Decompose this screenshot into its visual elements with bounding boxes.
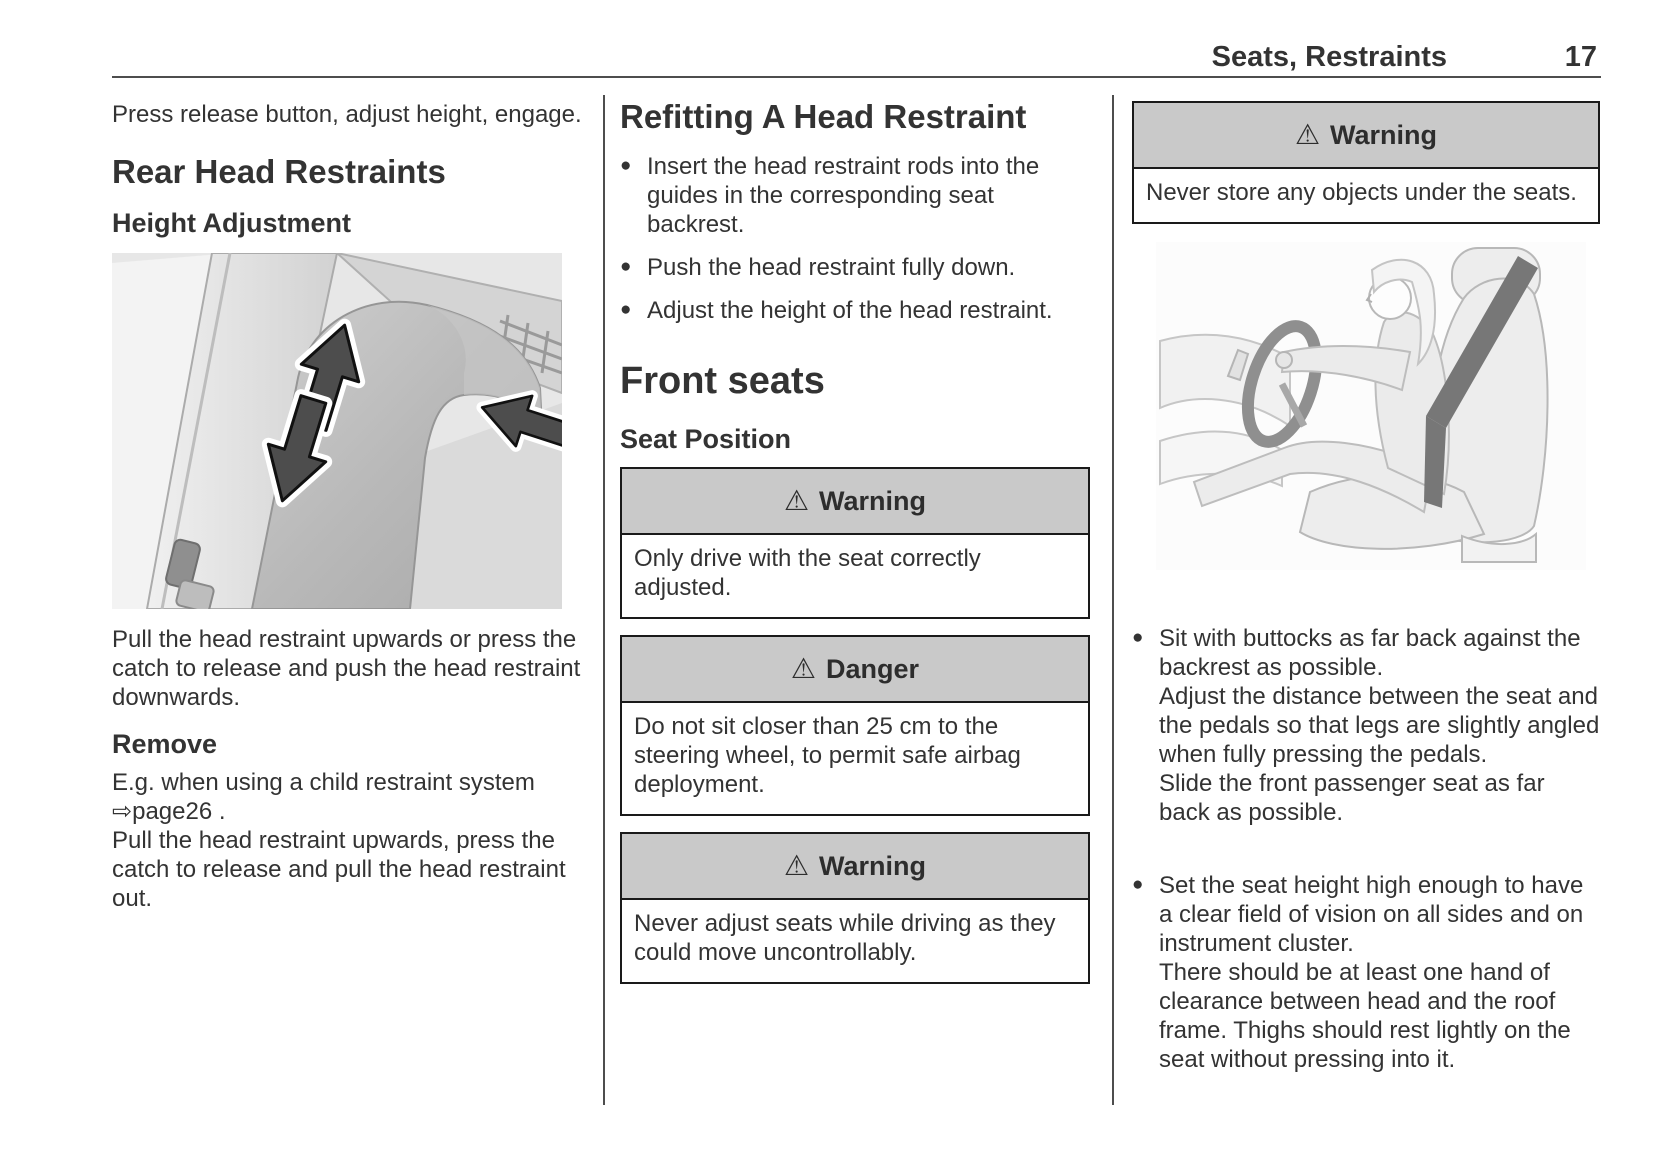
danger-box-body: Do not sit closer than 25 cm to the steering wheel, to permit safe airbag deployment. [634, 713, 1021, 798]
warning-box-body: Never adjust seats while driving as they could move uncontrollably. [634, 910, 1056, 966]
heading-rear-head-restraints: Rear Head Restraints [112, 153, 446, 190]
column-divider-2 [1112, 95, 1114, 1105]
list-item [1132, 871, 1600, 1074]
danger-box-header [622, 637, 1088, 703]
bullet-paragraph: ● Set the seat height high enough to have a clear field of vision on all sides and on instrument cluster. [1159, 872, 1584, 957]
intro-paragraph: Press release button, adjust height, engage. [112, 101, 582, 128]
rear-head-restraint-svg [112, 253, 562, 609]
rear-head-restraint-illustration [112, 253, 582, 609]
seat-position-bullet-list [1132, 624, 1600, 1074]
driver-seating-position-illustration [1132, 236, 1600, 576]
driver-hand [1276, 352, 1292, 368]
warning-box-store-objects [1132, 101, 1600, 224]
warning-triangle-icon: ⚠ [790, 653, 817, 684]
page-number: 17 [1564, 41, 1597, 73]
warning-box-title: Warning [819, 486, 927, 516]
adjustment-paragraph: Pull the head restraint upwards or press the catch to release and push the head restraint downwards. [112, 626, 581, 711]
heading-refitting-head-restraint: Refitting A Head Restraint [620, 98, 1027, 135]
bullet-paragraph: Adjust the distance between the seat and the pedals so that legs are slightly angled when fully pressing the pedals. [1159, 683, 1600, 768]
warning-triangle-icon: ⚠ [783, 850, 810, 881]
heading-height-adjustment: Height Adjustment [112, 208, 351, 238]
bullet-paragraph: Slide the front passenger seat as far back as possible. [1159, 770, 1545, 826]
remove-line-1: E.g. when using a child restraint system [112, 769, 535, 796]
warning-box-body: Only drive with the seat correctly adjusted. [634, 545, 981, 601]
warning-box-body: Never store any objects under the seats. [1146, 179, 1577, 206]
danger-box-steering-wheel [620, 635, 1090, 816]
remove-line-2: Pull the head restraint upwards, press the catch to release and pull the head restraint out. [112, 827, 566, 912]
driver-seating-svg [1132, 236, 1600, 576]
column-3 [1132, 92, 1600, 1118]
warning-box-adjust-while-driving [620, 832, 1090, 984]
warning-box-header [622, 469, 1088, 535]
page-reference: ⇨page26 . [112, 798, 226, 825]
warning-triangle-icon: ⚠ [1294, 119, 1321, 150]
warning-triangle-icon: ⚠ [783, 485, 810, 516]
list-item: ● Insert the head restraint rods into the guides in the corresponding seat backrest. [620, 152, 1090, 239]
warning-box-header [622, 834, 1088, 900]
header-rule [112, 76, 1601, 78]
list-item: ● Push the head restraint fully down. [620, 253, 1090, 282]
bullet-paragraph: ● Sit with buttocks as far back against the backrest as possible. [1159, 625, 1581, 681]
list-item: ● Adjust the height of the head restraint. [620, 296, 1090, 325]
warning-box-title: Warning [1330, 120, 1438, 150]
column-2 [620, 92, 1090, 984]
remove-paragraphs [112, 768, 582, 913]
warning-box-title: Warning [819, 851, 927, 881]
column-1 [112, 92, 582, 913]
list-item [1132, 624, 1600, 827]
heading-seat-position: Seat Position [620, 424, 792, 454]
heading-front-seats: Front seats [620, 360, 825, 402]
refitting-bullet-list [620, 152, 1090, 325]
column-divider-1 [603, 95, 605, 1105]
warning-box-header [1134, 103, 1598, 169]
chapter-title: Seats, Restraints [1211, 41, 1447, 73]
warning-box-seat-adjusted [620, 467, 1090, 619]
bullet-paragraph: There should be at least one hand of clearance between head and the roof frame. Thighs should rest lightly on the seat without pressing into it. [1159, 959, 1571, 1073]
heading-remove: Remove [112, 729, 218, 759]
danger-box-title: Danger [826, 654, 920, 684]
